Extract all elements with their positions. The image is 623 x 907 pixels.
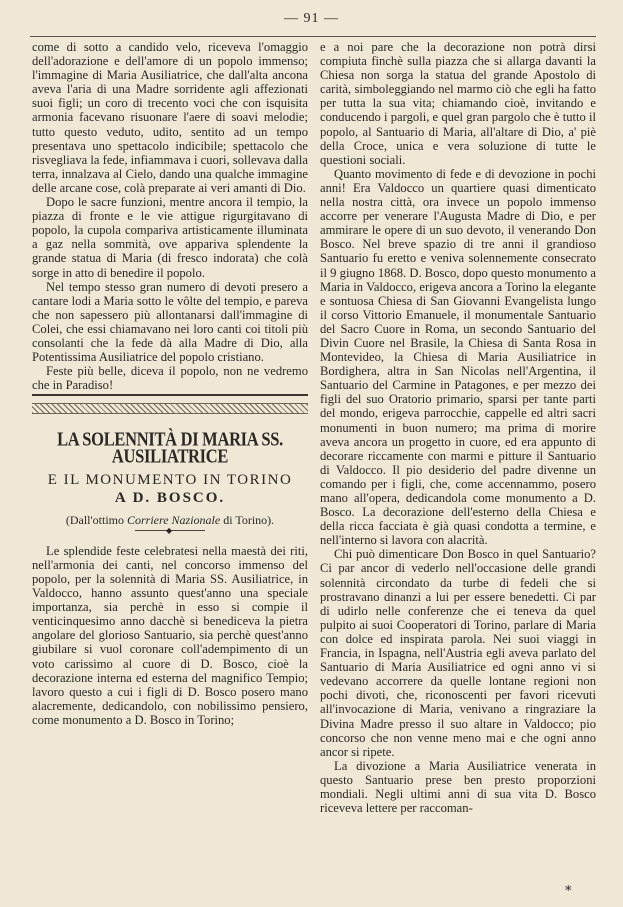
right-column [320,40,596,815]
article-subtitle: E IL MONUMENTO IN TORINO [47,471,293,488]
page-number: — 91 — [284,11,339,26]
ornamental-divider [32,403,308,414]
source-suffix: di Torino). [223,512,275,527]
article-headline: LA SOLENNITÀ DI MARIA SS. AUSILIATRICE [57,427,283,468]
article-subtitle-2: A D. BOSCO. [114,489,226,506]
body-paragraph: Chi può dimenticare Don Bosco in quel Santuario? Ci par ancor di vederlo nell'occasione delle grandi solennità circondato da turbe di fedeli che si prostravano dinanzi a lui per essere benedetti. Ci par di udirlo nelle conferenze che ei teneva da quel pulpito ai suoi Cooperatori di Torino, parlare di Maria con dolce ed inspirata parola. Nei suoi viaggi in Francia, in Ispagna, nell'Austria egli aveva parlato del Santuario di Maria Ausiliatrice ed ogni anno vi si vedevano accorrere da quelle lontane regioni non pochi divoti, che, riconoscenti per favori ricevuti all'invocazione di Maria, venivano a ringraziare la Divina Madre presso il suo altare in Valdocco; pio concorso che non venne meno mai e che ogni anno ancor si ripete. [320,547,596,759]
top-rule [30,36,596,37]
body-paragraph: Nel tempo stesso gran numero di devoti presero a cantare lodi a Maria sotto le vôlte del tempio, e pareva che non sapessero più allontanarsi dall'immagine di Colei, che essi chiamavano nei loro canti coi titoli più consolanti che la fede dà alla Madre di Dio, alla Potentissima Ausiliatrice del popolo cristiano. [32,279,308,365]
signature-mark: * [565,884,572,899]
body-paragraph: Feste più belle, diceva il popolo, non ne vedremo che in Paradiso! [32,364,308,393]
body-paragraph: Dopo le sacre funzioni, mentre ancora il tempio, la piazza di fronte e le vie attigue rigurgitavano di popolo, la cupola compariva artisticamente illuminata a gaz nella sommità, ove appariva splendente la grande statua di Maria (di fresco indorata) che colà sorge in atto di benedire il popolo. [32,195,308,280]
body-paragraph: come di sotto a candido velo, riceveva l'omaggio dell'adorazione e dell'amore di un popolo immenso; l'immagine di Maria Ausiliatrice, che dall'alta ancona aveva l'aria di una Madre sorridente agli affezionati suoi figli; un coro di trecento voci che con isquisita armonia facevano risuonare l'aere di soavi melodie; tutto questo veduto, udito, sentito ad un tempo presentava uno spettacolo indicibile; spettacolo che risvegliava la fede, infiammava i cuori, sollevava dalla terra, innalzava al Cielo, dando una qualche immagine delle arcane cose, colà preparate ai veri amanti di Dio. [32,40,308,195]
body-paragraph: e a noi pare che la decorazione non potrà dirsi compiuta finchè sulla piazza che si allarga davanti la Chiesa non sorga la statua del grande Apostolo di carità, simboleggiando nel marmo ciò che egli ha fatto per tutta la sua vita; chiamando cioè, invitando e conducendo i pargoli, e quel gran pargolo che è tutto il popolo, al Santuario di Maria, all'altare di Dio, a' piè della Croce, unica e vera soluzione di tutte le questioni sociali. [320,40,596,167]
left-column [32,40,308,727]
body-paragraph: La divozione a Maria Ausiliatrice venerata in questo Santuario prese ben presto proporzioni mondiali. Negli ultimi anni di sua vita D. Bosco riceveva lettere per raccoman- [320,758,596,816]
body-paragraph: Quanto movimento di fede e di devozione in pochi anni! Era Valdocco un quartiere quasi dimenticato nella nostra città, ora invece un popolo immenso accorre per venerare l'Augusta Madre di Dio, e per ammirare le opere di un suo devoto, il venerando Don Bosco. Nel breve spazio di tre anni il grandioso Santuario fu eretto e veniva solennemente consecrato il 9 giugno 1868. D. Bosco, dopo questo monumento a Maria in Valdocco, erigeva ancora a Torino la elegante e sontuosa Chiesa di San Giovanni Evangelista lungo il corso Vittorio Emanuele, il monumentale Santuario del Sacro Cuore in Roma, un secondo Santuario del Divin Cuore nel Brasile, la Chiesa di Santa Rosa in Montevideo, la Chiesa di Maria Ausiliatrice in Bordighera, altra in San Nicolas nell'Argentina, il Santuario del Carmine in Patagones, e per mezzo dei figli del suo Oratorio primario, sparsi per tante parti del mondo, erigeva parrocchie, cappelle ed altri sacri monumenti in buon numero; ma prima di morire aveva ancora un progetto in cuore, ed era appunto di decorare riccamente con marmi e pitture il Santuario di Valdocco. Il pio desiderio del padre divenne un comando per i figli, che, come accennammo, posero mano all'opera, dedicandola come monumento a D. Bosco. La decorazione dell'esterno della Chiesa e della ricca facciata è già quasi condotta a termine, e nell'interno si lavora con alacrità. [320,166,596,548]
source-prefix: (Dall'ottimo [65,512,124,527]
divider-ornament: ◆ [166,525,173,535]
body-paragraph: Le splendide feste celebratesi nella maestà dei riti, nell'armonia dei canti, nel concorso immenso del popolo, per la solennità di Maria SS. Ausiliatrice, in Valdocco, hanno assunto quest'anno una speciale importanza, sia perchè in esso si compie il venticinquesimo anno dacchè si benediceva la pietra angolare del glorioso Santuario, sia perchè quest'anno giubilare si vuol coronare coll'adempimento di un voto carissimo al cuore di D. Bosco, cioè la decorazione interna ed esterna del magnifico Tempio; lavoro questo a cui i figli di D. Bosco posero mano alacremente, dedicandolo, con nobilissimo pensiero, come monumento a D. Bosco in Torino; [32,543,308,727]
source-newspaper: Corriere Nazionale [126,512,221,527]
article-source [32,513,308,527]
small-divider [135,525,205,535]
section-rule [32,394,308,396]
